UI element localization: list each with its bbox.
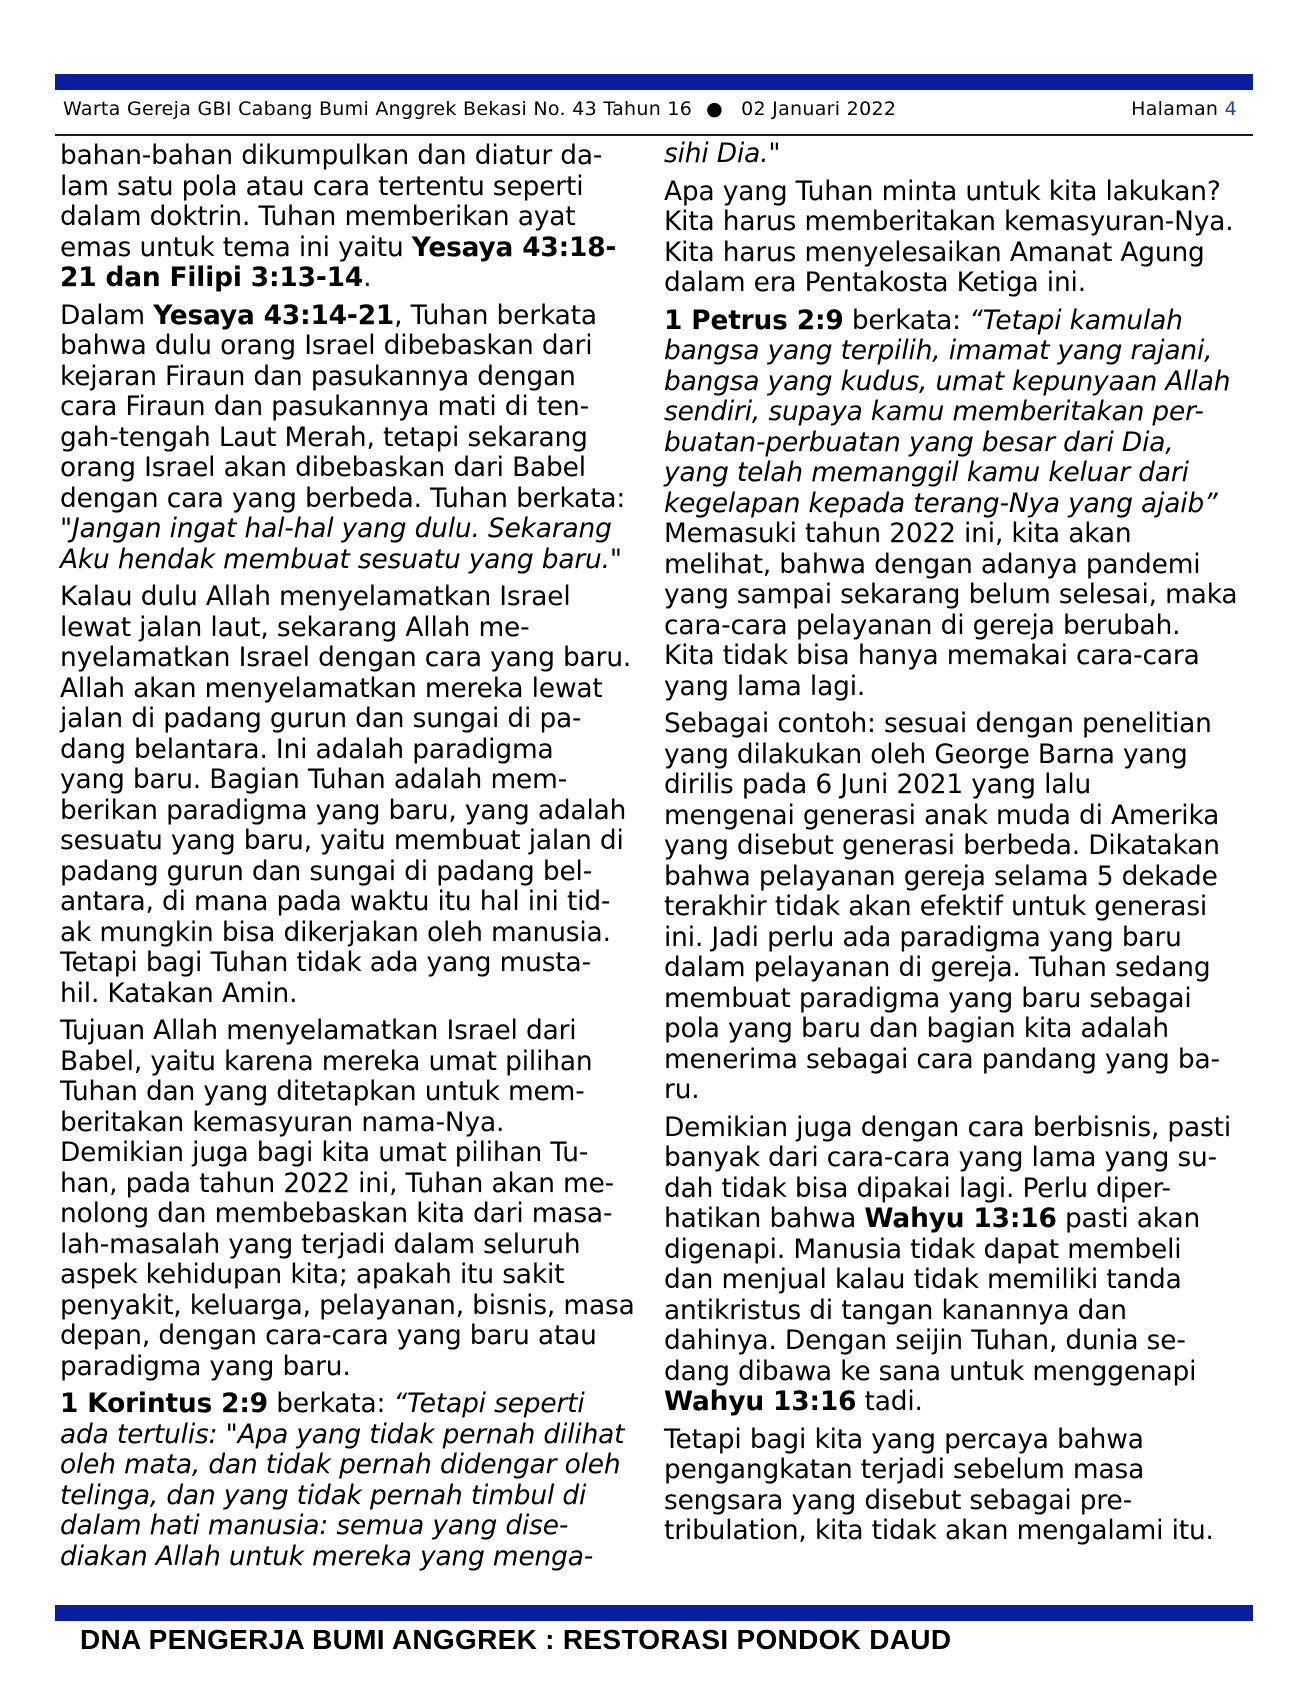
scripture-quote: “Tetapi kamulah — [969, 304, 1183, 336]
scripture-quote: buatan-perbuatan yang besar dari Dia, — [664, 426, 1174, 458]
text-run: jalan di padang gurun dan sungai di pa- — [60, 703, 582, 734]
text-run: , Tuhan berkata — [394, 299, 597, 331]
text-line — [664, 550, 1258, 581]
text-line — [664, 953, 1258, 984]
scripture-quote: ada tertulis: "Apa yang tidak pernah dilihat — [60, 1418, 625, 1450]
scripture-quote: sihi Dia." — [664, 138, 781, 169]
scripture-quote: Jangan ingat hal-hal yang dulu. Sekarang — [72, 513, 612, 544]
text-run: dah tidak bisa dipakai lagi. Perlu diper- — [664, 1172, 1171, 1204]
text-line — [60, 674, 650, 705]
text-line — [664, 306, 1258, 337]
text-line — [664, 1235, 1258, 1266]
text-run: Memasuki tahun 2022 ini, kita akan — [664, 518, 1132, 549]
text-line — [60, 979, 650, 1010]
text-run: melihat, bahwa dengan adanya pandemi — [664, 548, 1201, 580]
header-left — [63, 98, 896, 120]
text-run: berkata: — [268, 1388, 394, 1419]
text-run: nyelamatkan Israel dengan cara yang baru. — [60, 642, 632, 673]
text-run: Babel, yaitu karena mereka umat pilihan — [60, 1045, 593, 1077]
text-run: Tujuan Allah menyelamatkan Israel dari — [60, 1015, 577, 1046]
text-line — [60, 643, 650, 674]
text-run: Dalam — [60, 299, 154, 331]
text-line — [664, 1113, 1258, 1144]
text-run: digenapi. Manusia tidak dapat membeli — [664, 1233, 1182, 1265]
text-run: Demikian juga dengan cara berbisnis, pasti — [664, 1111, 1232, 1143]
text-run: tadi. — [856, 1386, 923, 1417]
scripture-reference: 1 Petrus 2:9 — [664, 304, 844, 336]
text-run: padang gurun dan sungai di padang bel- — [60, 855, 593, 887]
text-run: dengan cara yang berbeda. Tuhan berkata: — [60, 482, 626, 514]
bottom-blue-bar — [55, 1605, 1253, 1621]
text-line — [60, 1077, 650, 1108]
text-run: pengangkatan terjadi sebelum masa — [664, 1454, 1145, 1485]
text-run: dahinya. Dengan seijin Tuhan, dunia se- — [664, 1325, 1186, 1356]
text-line — [60, 582, 650, 613]
text-run: dang belantara. Ini adalah paradigma — [60, 733, 554, 765]
text-line — [60, 233, 650, 264]
text-run: hatikan bahwa — [664, 1203, 865, 1234]
text-run: hil. Katakan Amin. — [60, 977, 298, 1009]
text-run: Kita harus memberitakan kemasyuran-Nya. — [664, 206, 1234, 237]
text-line — [664, 428, 1258, 459]
text-line — [664, 489, 1258, 520]
text-line — [60, 423, 650, 454]
text-line — [664, 1204, 1258, 1235]
text-line — [664, 336, 1258, 367]
text-line — [60, 857, 650, 888]
text-line — [664, 862, 1258, 893]
text-line — [60, 141, 650, 172]
text-line — [60, 1047, 650, 1078]
text-run: gah-tengah Laut Merah, tetapi sekarang — [60, 421, 588, 453]
text-run: ak mungkin bisa dikerjakan oleh manusia. — [60, 916, 611, 948]
scripture-quote: " — [60, 513, 72, 544]
text-run: yang sampai sekarang belum selesai, maka — [664, 579, 1238, 610]
text-run: . — [363, 262, 372, 293]
text-line — [664, 1387, 1258, 1418]
text-line — [664, 1265, 1258, 1296]
text-line — [664, 984, 1258, 1015]
text-line — [60, 1389, 650, 1420]
text-line — [60, 1016, 650, 1047]
text-line — [664, 268, 1258, 299]
text-run: yang lama lagi. — [664, 670, 866, 702]
text-line — [60, 172, 650, 203]
text-run: aspek kehidupan kita; apakah itu sakit — [60, 1259, 565, 1290]
text-line — [60, 796, 650, 827]
text-line — [664, 367, 1258, 398]
bullet-separator: ● — [706, 98, 724, 120]
text-line — [664, 139, 1258, 170]
text-line — [664, 892, 1258, 923]
text-line — [60, 1352, 650, 1383]
text-run: dang dibawa ke sana untuk menggenapi — [664, 1355, 1197, 1387]
text-line — [664, 1357, 1258, 1388]
text-line — [60, 613, 650, 644]
publication-title: Warta Gereja GBI Cabang Bumi Anggrek Bekasi No. 43 Tahun 16 — [63, 98, 693, 120]
text-run: bahwa dulu orang Israel dibebaskan dari — [60, 330, 593, 361]
text-line — [664, 1326, 1258, 1357]
text-run: paradigma yang baru. — [60, 1350, 351, 1382]
text-run: yang dilakukan oleh George Barna yang — [664, 738, 1188, 770]
text-run: Tetapi bagi Tuhan tidak ada yang musta- — [60, 947, 591, 978]
header-right — [1131, 98, 1237, 120]
text-line — [664, 238, 1258, 269]
text-line — [60, 263, 650, 294]
text-run: dan menjual kalau tidak memiliki tanda — [664, 1264, 1182, 1295]
text-line — [60, 765, 650, 796]
text-line — [664, 923, 1258, 954]
text-run: banyak dari cara-cara yang lama yang su- — [664, 1142, 1218, 1173]
text-run: lam satu pola atau cara tertentu seperti — [60, 170, 584, 202]
scripture-quote: bangsa yang kudus, umat kepunyaan Allah — [664, 365, 1231, 397]
text-run: yang disebut generasi berbeda. Dikatakan — [664, 830, 1220, 861]
text-run: bahwa pelayanan gereja selama 5 dekade — [664, 860, 1218, 892]
text-run: antara, di mana pada waktu itu hal ini tid- — [60, 886, 611, 917]
text-run: nolong dan membebaskan kita dari masa- — [60, 1198, 613, 1229]
text-line — [60, 362, 650, 393]
text-run: yang baru. Bagian Tuhan adalah mem- — [60, 764, 568, 795]
text-line — [60, 514, 650, 545]
text-line — [664, 709, 1258, 740]
text-line — [60, 918, 650, 949]
text-run: cara-cara pelayanan di gereja berubah. — [664, 609, 1181, 641]
text-line — [664, 1516, 1258, 1547]
text-line — [664, 770, 1258, 801]
scripture-reference: Wahyu 13:16 — [864, 1203, 1057, 1234]
scripture-quote: yang telah memanggil kamu keluar dari — [664, 457, 1189, 488]
scripture-quote: “Tetapi seperti — [393, 1388, 585, 1419]
text-line — [664, 207, 1258, 238]
text-run: Tetapi bagi kita yang percaya bahwa — [664, 1423, 1144, 1455]
text-run: membuat paradigma yang baru sebagai — [664, 982, 1192, 1014]
text-line — [60, 1291, 650, 1322]
text-line — [60, 1230, 650, 1261]
text-line — [60, 948, 650, 979]
text-run: berkata: — [843, 304, 970, 336]
header-divider — [55, 134, 1253, 136]
text-run: ini. Jadi perlu ada paradigma yang baru — [664, 921, 1182, 953]
text-run: bahan-bahan dikumpulkan dan diatur da- — [60, 140, 603, 171]
text-run: sesuatu yang baru, yaitu membuat jalan di — [60, 825, 624, 856]
text-line — [60, 453, 650, 484]
right-column — [664, 139, 1258, 1547]
page-number: 4 — [1224, 98, 1237, 120]
text-line — [60, 1199, 650, 1230]
text-line — [60, 331, 650, 362]
scripture-quote: diakan Allah untuk mereka yang menga- — [60, 1540, 594, 1572]
text-run: ru. — [664, 1074, 700, 1105]
text-line — [60, 1420, 650, 1451]
scripture-quote: kegelapan kepada terang-Nya yang ajaib” — [664, 487, 1218, 519]
text-line — [60, 735, 650, 766]
text-run: kejaran Firaun dan pasukannya dengan — [60, 360, 576, 392]
text-line — [60, 1542, 650, 1573]
scripture-quote: bangsa yang terpilih, imamat yang rajani, — [664, 335, 1213, 366]
scripture-quote: telinga, dan yang tidak pernah timbul di — [60, 1479, 587, 1511]
text-run: antikristus di tangan kanannya dan — [664, 1294, 1127, 1326]
text-line — [60, 545, 650, 576]
text-line — [664, 458, 1258, 489]
scripture-quote: sendiri, supaya kamu memberitakan per- — [664, 396, 1204, 427]
text-line — [60, 1481, 650, 1512]
scripture-quote: dalam hati manusia: semua yang dise- — [60, 1510, 569, 1541]
text-run: tribulation, kita tidak akan mengalami itu. — [664, 1515, 1214, 1546]
text-line — [60, 1321, 650, 1352]
text-run: orang Israel akan dibebaskan dari Babel — [60, 452, 586, 483]
text-run: Kita tidak bisa hanya memakai cara-cara — [664, 640, 1200, 671]
text-line — [664, 1296, 1258, 1327]
text-line — [664, 831, 1258, 862]
text-line — [664, 740, 1258, 771]
scripture-quote: Aku hendak membuat sesuatu yang baru." — [60, 543, 622, 575]
text-line — [664, 1075, 1258, 1106]
text-run: pasti akan — [1056, 1203, 1201, 1234]
text-line — [664, 1045, 1258, 1076]
text-line — [664, 611, 1258, 642]
scripture-reference: 1 Korintus 2:9 — [60, 1388, 268, 1419]
text-line — [60, 887, 650, 918]
text-line — [664, 1425, 1258, 1456]
scripture-reference: Yesaya 43:14-21 — [153, 299, 395, 331]
text-line — [60, 826, 650, 857]
scripture-quote: oleh mata, dan tidak pernah didengar oleh — [60, 1449, 621, 1480]
text-line — [60, 1108, 650, 1139]
text-line — [60, 484, 650, 515]
text-line — [60, 392, 650, 423]
text-run: penyakit, keluarga, pelayanan, bisnis, masa — [60, 1289, 635, 1321]
text-line — [60, 1138, 650, 1169]
text-line — [664, 1143, 1258, 1174]
scripture-reference: 21 dan Filipi 3:13-14 — [60, 262, 364, 293]
text-run: depan, dengan cara-cara yang baru atau — [60, 1320, 597, 1351]
text-line — [664, 641, 1258, 672]
text-run: dalam era Pentakosta Ketiga ini. — [664, 267, 1086, 298]
text-run: sengsara yang disebut sebagai pre- — [664, 1484, 1132, 1516]
text-line — [60, 1511, 650, 1542]
issue-date: 02 Januari 2022 — [741, 98, 897, 120]
text-line — [664, 1174, 1258, 1205]
text-run: pola yang baru dan bagian kita adalah — [664, 1013, 1169, 1044]
text-line — [60, 202, 650, 233]
text-line — [664, 397, 1258, 428]
text-run: emas untuk tema ini yaitu — [60, 231, 412, 263]
text-run: Kalau dulu Allah menyelamatkan Israel — [60, 581, 571, 612]
text-run: Kita harus menyelesaikan Amanat Agung — [664, 236, 1205, 268]
text-run: mengenai generasi anak muda di Amerika — [664, 799, 1220, 831]
text-line — [664, 580, 1258, 611]
text-run: berikan paradigma yang baru, yang adalah — [60, 794, 627, 826]
text-run: Demikian juga bagi kita umat pilihan Tu- — [60, 1137, 589, 1168]
left-column — [60, 141, 650, 1572]
text-run: Apa yang Tuhan minta untuk kita lakukan? — [664, 175, 1221, 207]
text-run: cara Firaun dan pasukannya mati di ten- — [60, 391, 590, 422]
text-run: Tuhan dan yang ditetapkan untuk mem- — [60, 1076, 585, 1107]
top-blue-bar — [55, 74, 1253, 90]
text-run: terakhir tidak akan efektif untuk generasi — [664, 891, 1208, 922]
text-line — [664, 1455, 1258, 1486]
scripture-reference: Wahyu 13:16 — [664, 1386, 857, 1417]
text-line — [664, 672, 1258, 703]
text-line — [60, 704, 650, 735]
text-run: Allah akan menyelamatkan mereka lewat — [60, 672, 603, 704]
text-line — [664, 177, 1258, 208]
page-label: Halaman — [1131, 98, 1219, 120]
text-line — [60, 1450, 650, 1481]
text-run: dalam pelayanan di gereja. Tuhan sedang — [664, 952, 1211, 983]
text-line — [664, 519, 1258, 550]
text-run: menerima sebagai cara pandang yang ba- — [664, 1043, 1220, 1075]
text-line — [60, 1260, 650, 1291]
scripture-reference: Yesaya 43:18- — [411, 231, 617, 263]
text-line — [664, 1486, 1258, 1517]
text-line — [60, 1169, 650, 1200]
text-line — [664, 801, 1258, 832]
page-header — [63, 98, 1253, 128]
text-run: dirilis pada 6 Juni 2021 yang lalu — [664, 769, 1092, 800]
text-run: lah-masalah yang terjadi dalam seluruh — [60, 1228, 581, 1260]
text-line — [60, 301, 650, 332]
text-run: han, pada tahun 2022 ini, Tuhan akan me- — [60, 1167, 615, 1199]
text-run: lewat jalan laut, sekarang Allah me- — [60, 611, 530, 643]
text-run: beritakan kemasyuran nama-Nya. — [60, 1106, 505, 1138]
text-line — [664, 1014, 1258, 1045]
text-run: Sebagai contoh: sesuai dengan penelitian — [664, 708, 1212, 739]
footer-banner: DNA PENGERJA BUMI ANGGREK : RESTORASI PONDOK DAUD — [80, 1624, 952, 1655]
text-run: dalam doktrin. Tuhan memberikan ayat — [60, 201, 576, 232]
